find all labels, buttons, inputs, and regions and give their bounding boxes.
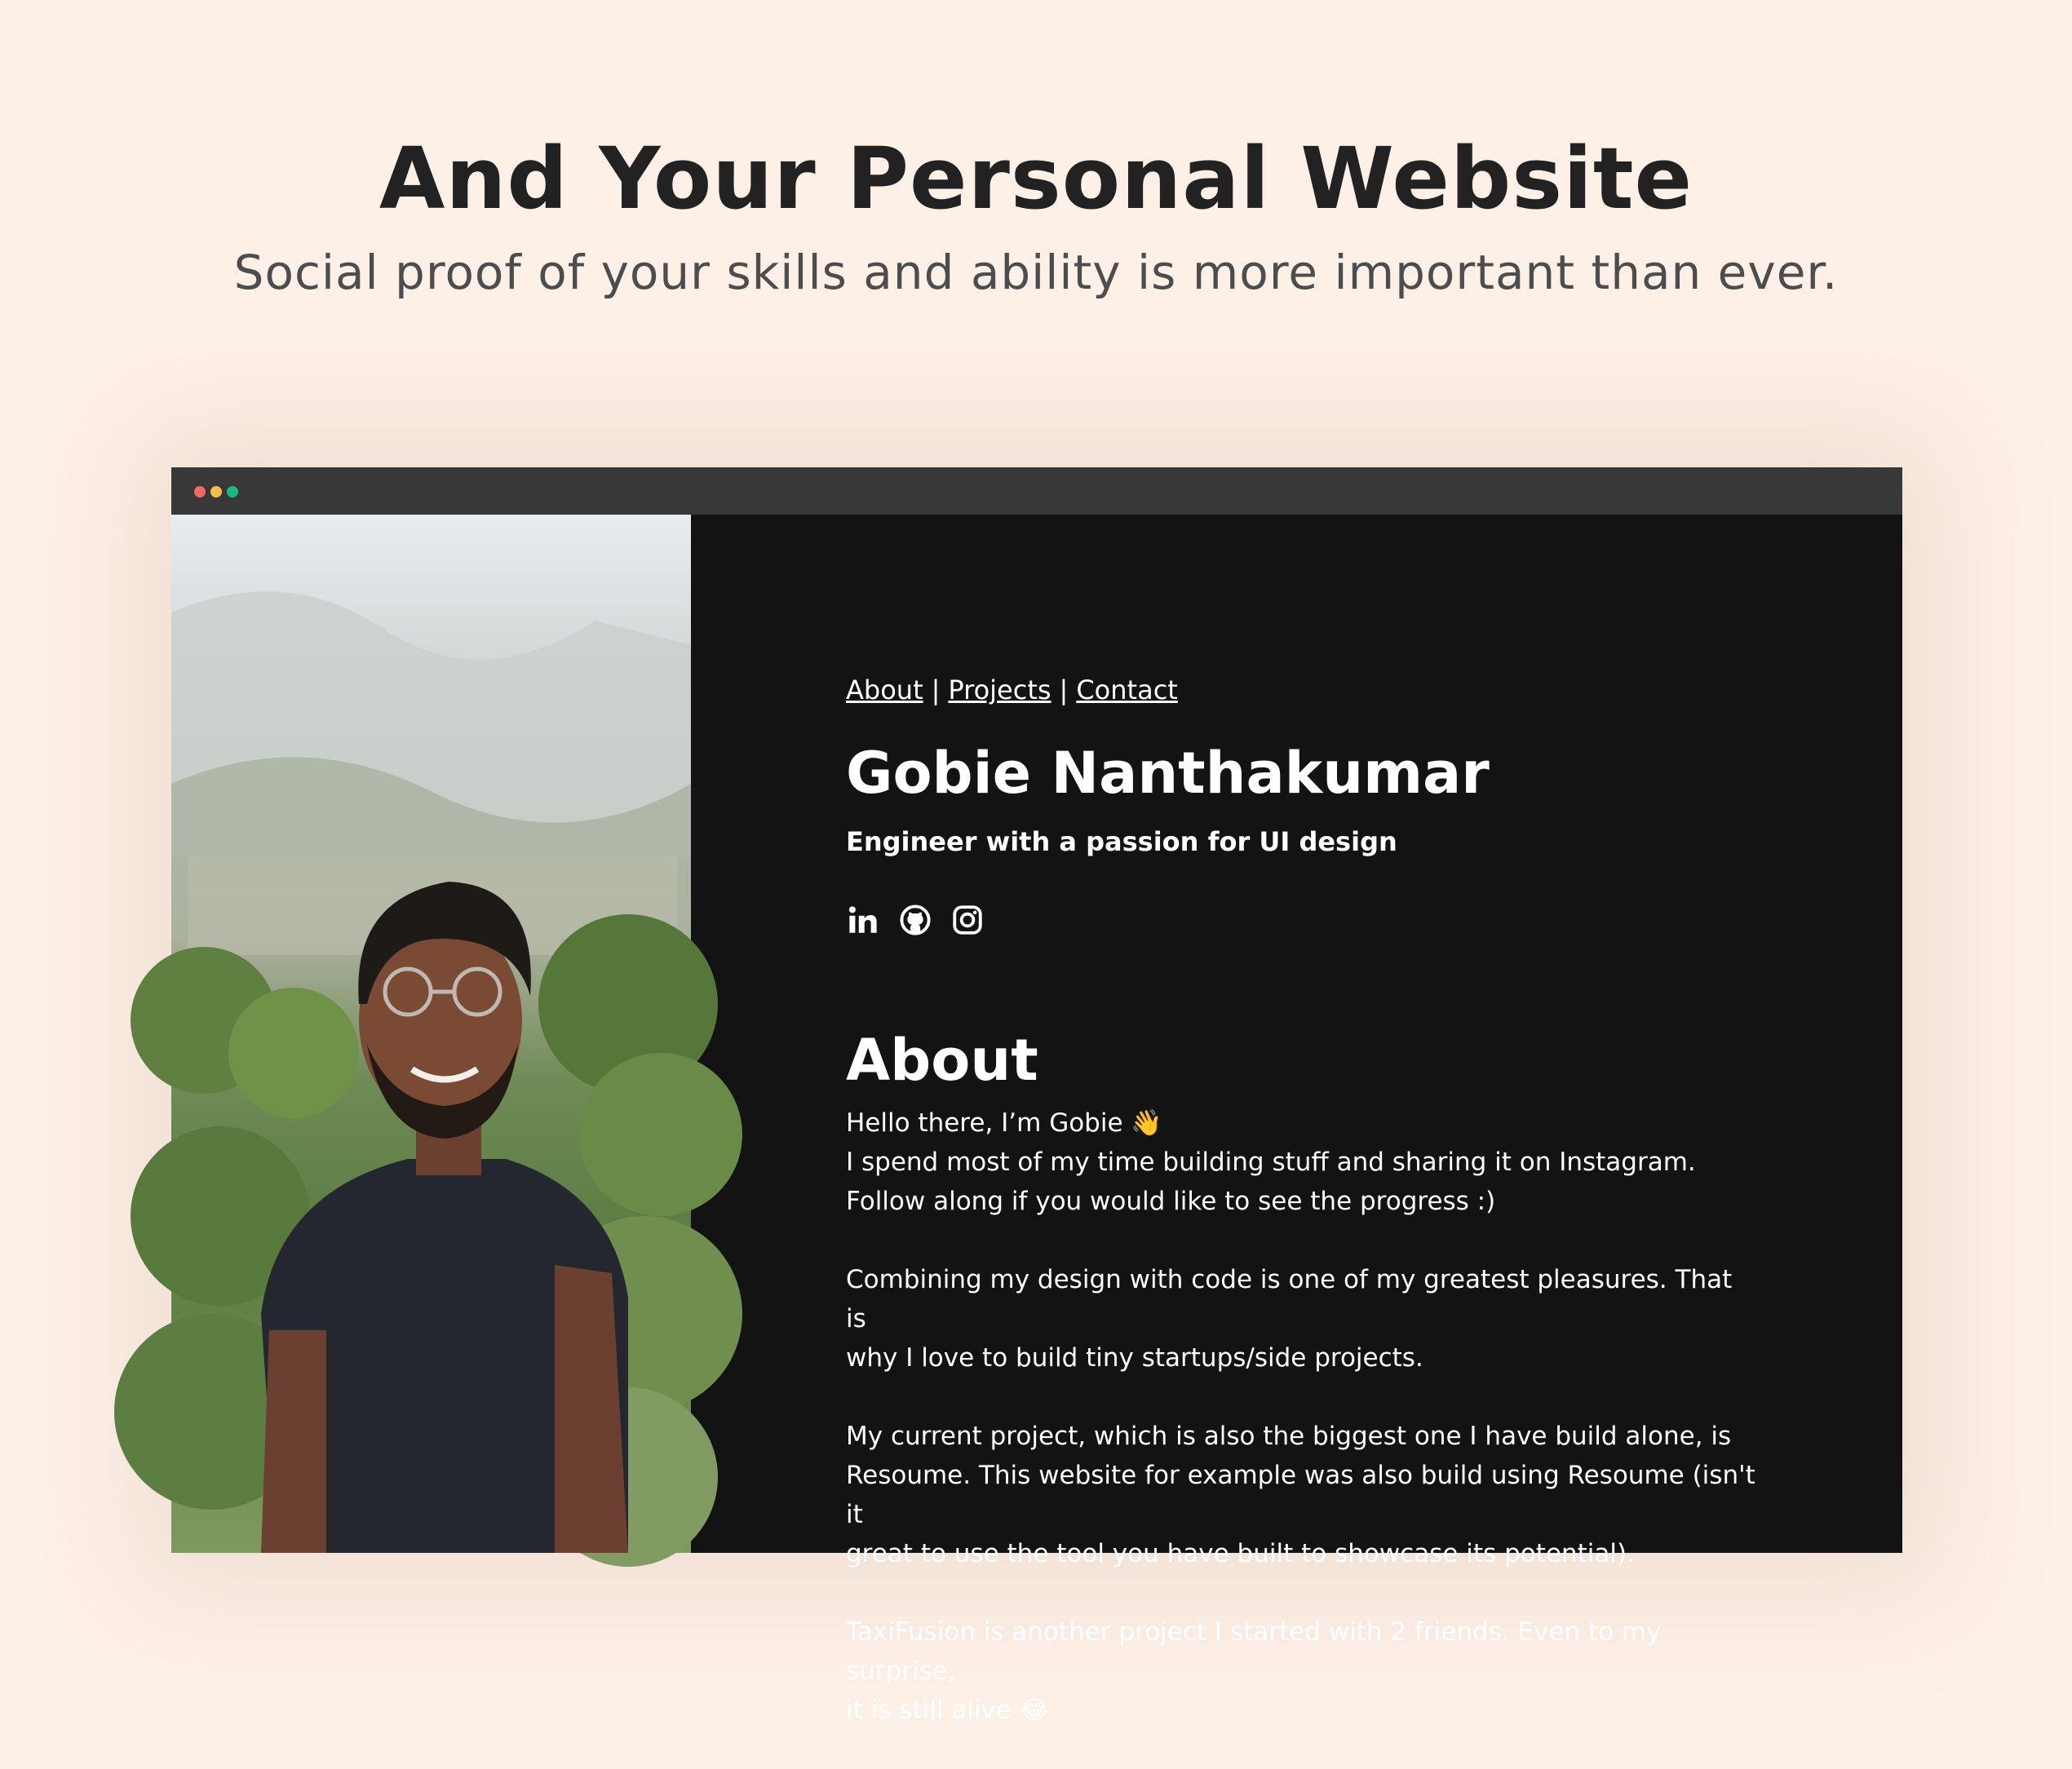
about-line: Combining my design with code is one of my greatest pleasures. That is xyxy=(846,1265,1733,1333)
about-paragraph xyxy=(846,1260,1760,1378)
about-body xyxy=(846,1103,1760,1769)
about-paragraph xyxy=(846,1612,1760,1730)
browser-window xyxy=(171,467,1902,1725)
top-nav xyxy=(846,674,1178,705)
about-line: it is still alive 😂 xyxy=(846,1696,1049,1725)
linkedin-icon[interactable] xyxy=(846,903,880,937)
instagram-icon[interactable] xyxy=(950,903,985,937)
nav-separator: | xyxy=(931,674,941,705)
profile-name: Gobie Nanthakumar xyxy=(846,740,1490,807)
about-line: My current project, which is also the biggest one I have build alone, is xyxy=(846,1422,1732,1451)
profile-tagline: Engineer with a passion for UI design xyxy=(846,826,1397,857)
hero-subtitle: Social proof of your skills and ability is more important than ever. xyxy=(233,245,1839,300)
about-line: Hello there, I’m Gobie 👋 xyxy=(846,1108,1162,1138)
hero-title: And Your Personal Website xyxy=(379,129,1693,228)
maximize-window-dot[interactable] xyxy=(227,486,238,498)
nav-link-contact[interactable]: Contact xyxy=(1076,674,1178,705)
github-icon[interactable] xyxy=(898,903,932,937)
about-line: great to use the tool you have built to showcase its potential). xyxy=(846,1539,1635,1568)
about-line: I spend most of my time building stuff and sharing it on Instagram. xyxy=(846,1148,1696,1177)
about-paragraph xyxy=(846,1417,1760,1573)
about-paragraph xyxy=(846,1103,1760,1221)
nav-link-about[interactable]: About xyxy=(846,674,923,705)
social-links xyxy=(846,902,985,938)
about-heading: About xyxy=(846,1027,1038,1094)
about-line: Follow along if you would like to see the progress :) xyxy=(846,1187,1496,1216)
nav-link-projects[interactable]: Projects xyxy=(948,674,1051,705)
profile-photo xyxy=(171,515,691,1553)
browser-titlebar xyxy=(171,467,1902,515)
profile-photo-illustration xyxy=(171,515,691,1553)
minimize-window-dot[interactable] xyxy=(210,486,222,498)
nav-separator: | xyxy=(1059,674,1069,705)
about-line: why I love to build tiny startups/side projects. xyxy=(846,1343,1423,1373)
about-line: TaxiFusion is another project I started with 2 friends. Even to my surprise, xyxy=(846,1617,1662,1686)
about-line: Resoume. This website for example was also build using Resoume (isn't it xyxy=(846,1461,1755,1529)
close-window-dot[interactable] xyxy=(194,486,206,498)
